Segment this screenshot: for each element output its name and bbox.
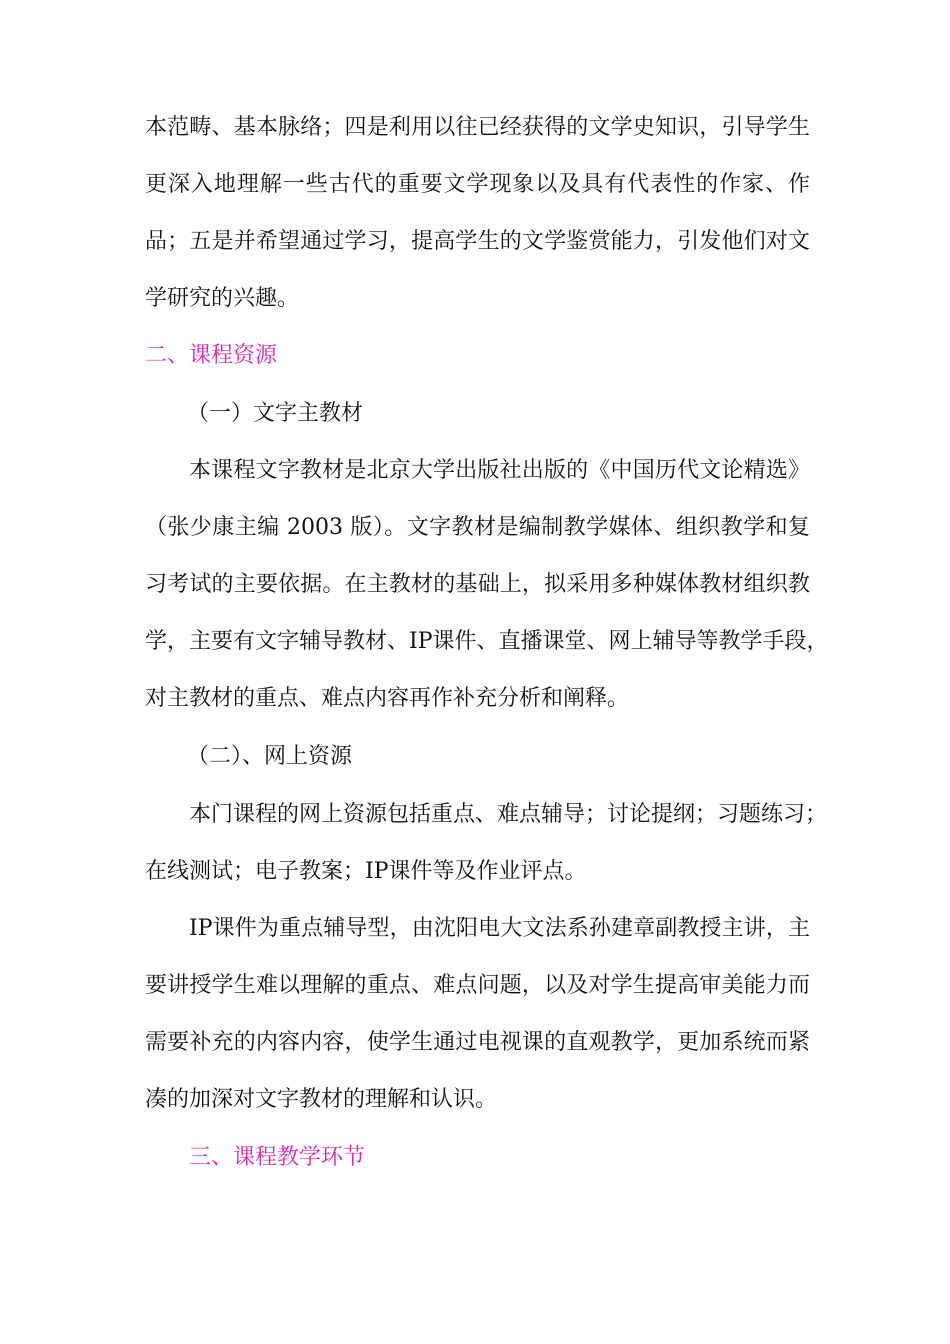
- paragraph-line: 需要补充的内容内容，使学生通过电视课的直观教学，更加系统而紧: [145, 1030, 810, 1055]
- paragraph-line: 要讲授学生难以理解的重点、难点问题，以及对学生提高审美能力而: [145, 973, 810, 998]
- paragraph-line: 本课程文字教材是北京大学出版社出版的《中国历代文论精选》: [189, 458, 810, 483]
- paragraph-line: 本门课程的网上资源包括重点、难点辅导；讨论提纲；习题练习；: [189, 802, 828, 827]
- paragraph-line: 凑的加深对文字教材的理解和认识。: [145, 1087, 498, 1112]
- paragraph-line: 学，主要有文字辅导教材、IP课件、直播课堂、网上辅导等教学手段，: [145, 629, 829, 654]
- paragraph-line: （张少康主编 2003 版）。文字教材是编制教学媒体、组织教学和复: [145, 515, 810, 540]
- subheading-text-materials: （一）文字主教材: [187, 401, 364, 426]
- section-heading-course-resources: 二、课程资源: [145, 343, 278, 368]
- paragraph-line: IP课件为重点辅导型，由沈阳电大文法系孙建章副教授主讲，主: [189, 916, 810, 941]
- paragraph-line: 在线测试；电子教案；IP课件等及作业评点。: [145, 859, 587, 884]
- subheading-online-resources: （二）、网上资源: [187, 744, 353, 769]
- paragraph-line: 本范畴、基本脉络；四是利用以往已经获得的文学史知识，引导学生: [145, 115, 810, 140]
- paragraph-line: 习考试的主要依据。在主教材的基础上，拟采用多种媒体教材组织教: [145, 572, 810, 597]
- paragraph-line: 学研究的兴趣。: [145, 286, 300, 311]
- paragraph-line: 品；五是并希望通过学习，提高学生的文学鉴赏能力，引发他们对文: [145, 229, 810, 254]
- section-heading-teaching-process: 三、课程教学环节: [189, 1145, 366, 1170]
- paragraph-line: 更深入地理解一些古代的重要文学现象以及具有代表性的作家、作: [145, 172, 810, 197]
- paragraph-line: 对主教材的重点、难点内容再作补充分析和阐释。: [145, 686, 630, 711]
